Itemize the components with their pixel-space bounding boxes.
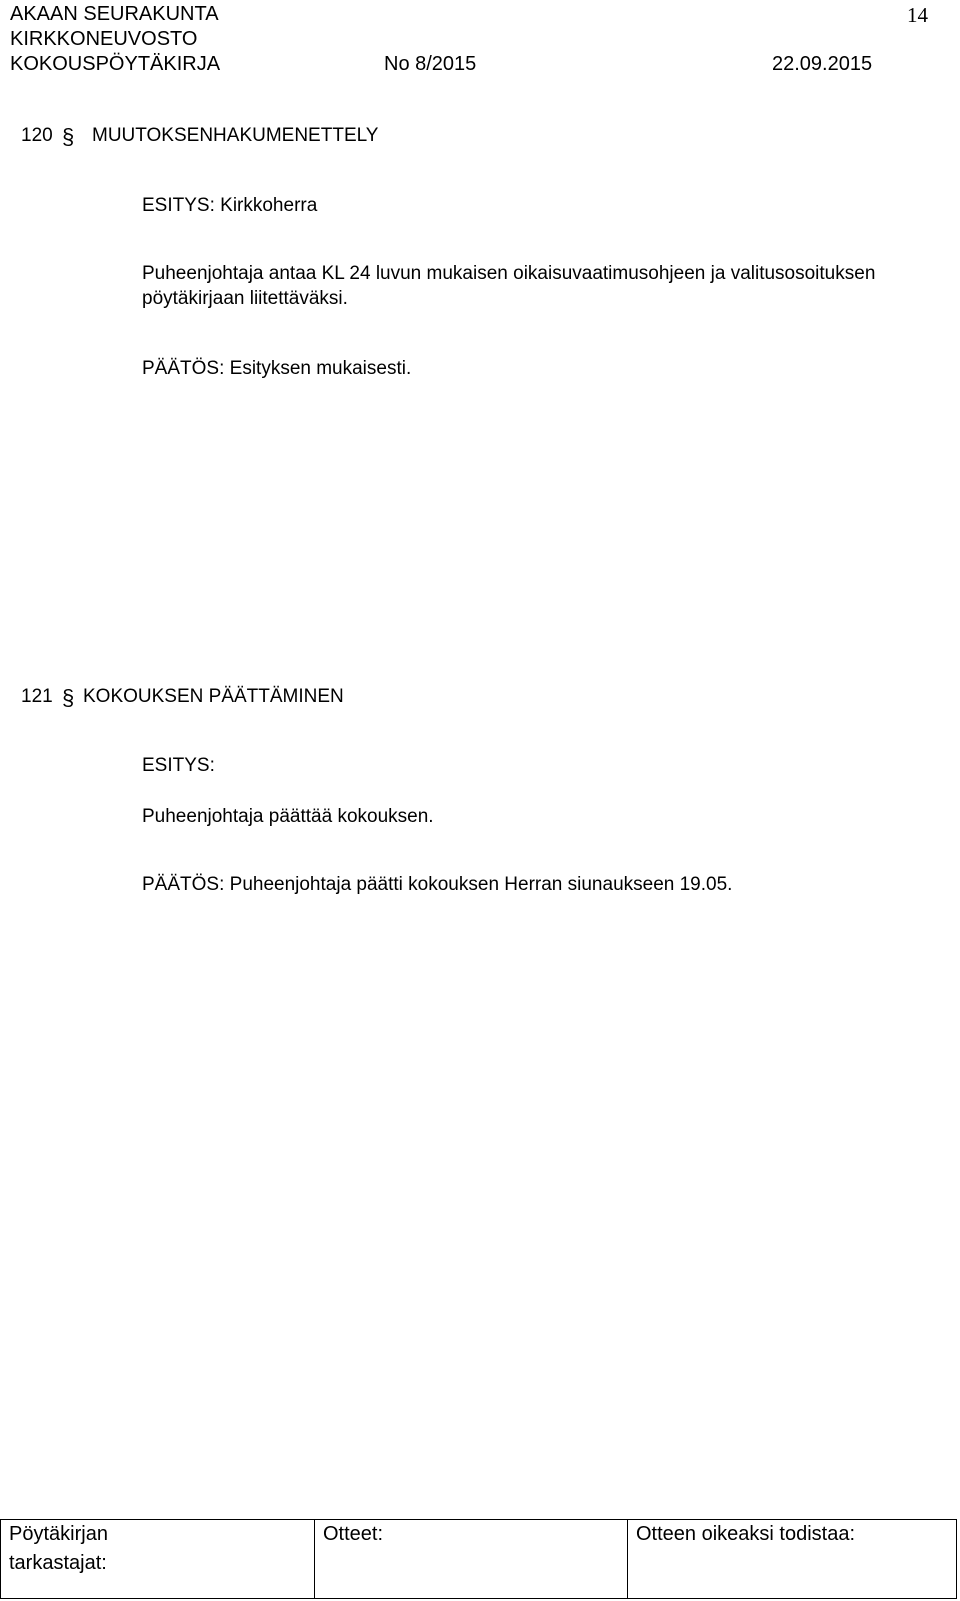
section-120-text-line-1: Puheenjohtaja antaa KL 24 luvun mukaisen oikaisuvaatimusohjeen ja valitusosoituksen — [142, 263, 876, 284]
reviewers-label-line-2: tarkastajat: — [9, 1552, 107, 1574]
signature-table — [0, 1519, 957, 1599]
reviewers-cell — [1, 1520, 315, 1599]
section-121-decision — [142, 873, 732, 897]
reviewers-label-line-1: Pöytäkirjan — [9, 1523, 108, 1545]
document-type: KOKOUSPÖYTÄKIRJA — [10, 53, 221, 75]
section-120-decision-value: Esityksen mukaisesti. — [229, 358, 412, 379]
section-120-proposal-value: Kirkkoherra — [220, 195, 318, 216]
certified-cell — [628, 1520, 957, 1599]
extracts-cell — [315, 1520, 628, 1599]
section-121-decision-label: PÄÄTÖS: — [142, 874, 225, 895]
section-121-symbol: § — [62, 685, 75, 710]
section-120-text-line-2: pöytäkirjaan liitettäväksi. — [142, 288, 348, 309]
meeting-number: No 8/2015 — [384, 53, 477, 75]
meeting-date: 22.09.2015 — [772, 53, 873, 75]
section-120-proposal-label: ESITYS: — [142, 195, 215, 216]
section-121-proposal-label: ESITYS: — [142, 755, 215, 776]
section-120-decision — [142, 357, 411, 381]
section-121-decision-value: Puheenjohtaja päätti kokouksen Herran siunaukseen 19.05. — [229, 874, 733, 895]
extracts-label: Otteet: — [323, 1523, 384, 1545]
section-121-text-line-1: Puheenjohtaja päättää kokouksen. — [142, 806, 434, 827]
section-121-number: 121 — [21, 686, 53, 707]
certified-label: Otteen oikeaksi todistaa: — [636, 1523, 856, 1545]
organization-name: AKAAN SEURAKUNTA — [10, 3, 219, 25]
page-number: 14 — [907, 3, 928, 27]
section-120-number: 120 — [21, 125, 53, 146]
section-120-title: MUUTOKSENHAKUMENETTELY — [92, 125, 379, 146]
section-120-decision-label: PÄÄTÖS: — [142, 358, 225, 379]
section-120-symbol: § — [62, 124, 75, 149]
governing-body: KIRKKONEUVOSTO — [10, 28, 198, 50]
section-121-title: KOKOUKSEN PÄÄTTÄMINEN — [83, 686, 344, 707]
section-120-proposal — [142, 194, 317, 218]
